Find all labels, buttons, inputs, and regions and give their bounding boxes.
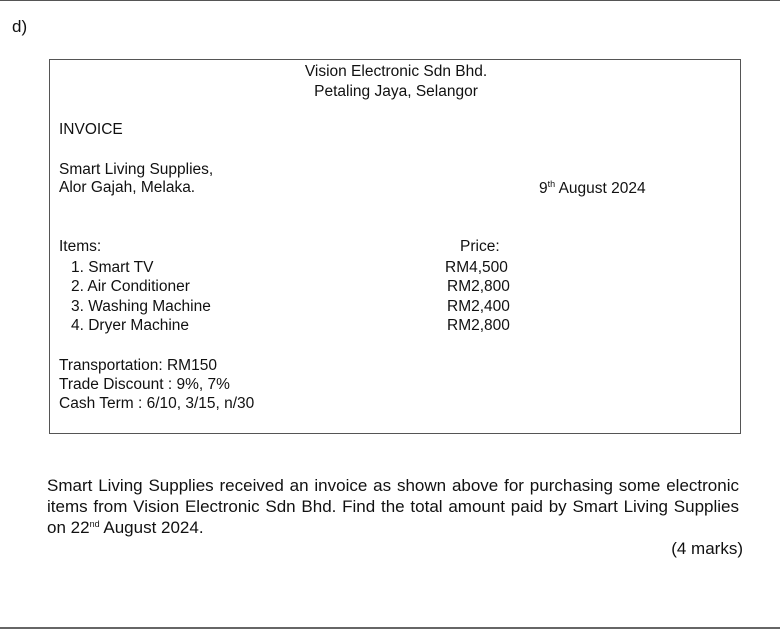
item-name: 2. Air Conditioner [71, 278, 190, 295]
question-text-before: Smart Living Supplies received an invoice as shown above for purchasing some electronic items from Vision Electronic Sdn Bhd. Find the total amount paid by Smart Living Supplies on [47, 476, 739, 537]
item-name: 1. Smart TV [71, 259, 154, 276]
trade-discount: Trade Discount : 9%, 7% [59, 376, 230, 393]
invoice-box [49, 59, 741, 434]
item-price: RM2,400 [447, 298, 510, 315]
marks-label: (4 marks) [671, 539, 743, 558]
bottom-border-line [0, 627, 780, 629]
invoice-date-day: 9 [539, 180, 548, 197]
invoice-date-suffix: th [547, 179, 556, 189]
question-label: d) [12, 17, 28, 36]
company-name: Vision Electronic Sdn Bhd. [304, 63, 488, 80]
transportation: Transportation: RM150 [59, 357, 217, 374]
items-header: Items: [59, 238, 102, 255]
item-price: RM4,500 [445, 259, 508, 276]
question-text-after: August 2024. [99, 518, 204, 537]
question-date-day: 22 [70, 518, 90, 537]
item-name: 3. Washing Machine [71, 298, 211, 315]
price-header: Price: [460, 238, 500, 255]
invoice-date-rest: August 2024 [555, 180, 646, 197]
cash-term: Cash Term : 6/10, 3/15, n/30 [59, 395, 255, 412]
customer-name: Smart Living Supplies, [59, 161, 214, 178]
top-border-line [0, 0, 780, 1]
invoice-title: INVOICE [59, 121, 123, 138]
item-price: RM2,800 [447, 317, 510, 334]
invoice-date [539, 180, 646, 198]
customer-address: Alor Gajah, Melaka. [59, 179, 196, 196]
question-date-suffix: nd [89, 519, 100, 529]
item-price: RM2,800 [447, 278, 510, 295]
item-name: 4. Dryer Machine [71, 317, 190, 334]
company-location: Petaling Jaya, Selangor [314, 83, 478, 100]
question-text [47, 475, 739, 538]
